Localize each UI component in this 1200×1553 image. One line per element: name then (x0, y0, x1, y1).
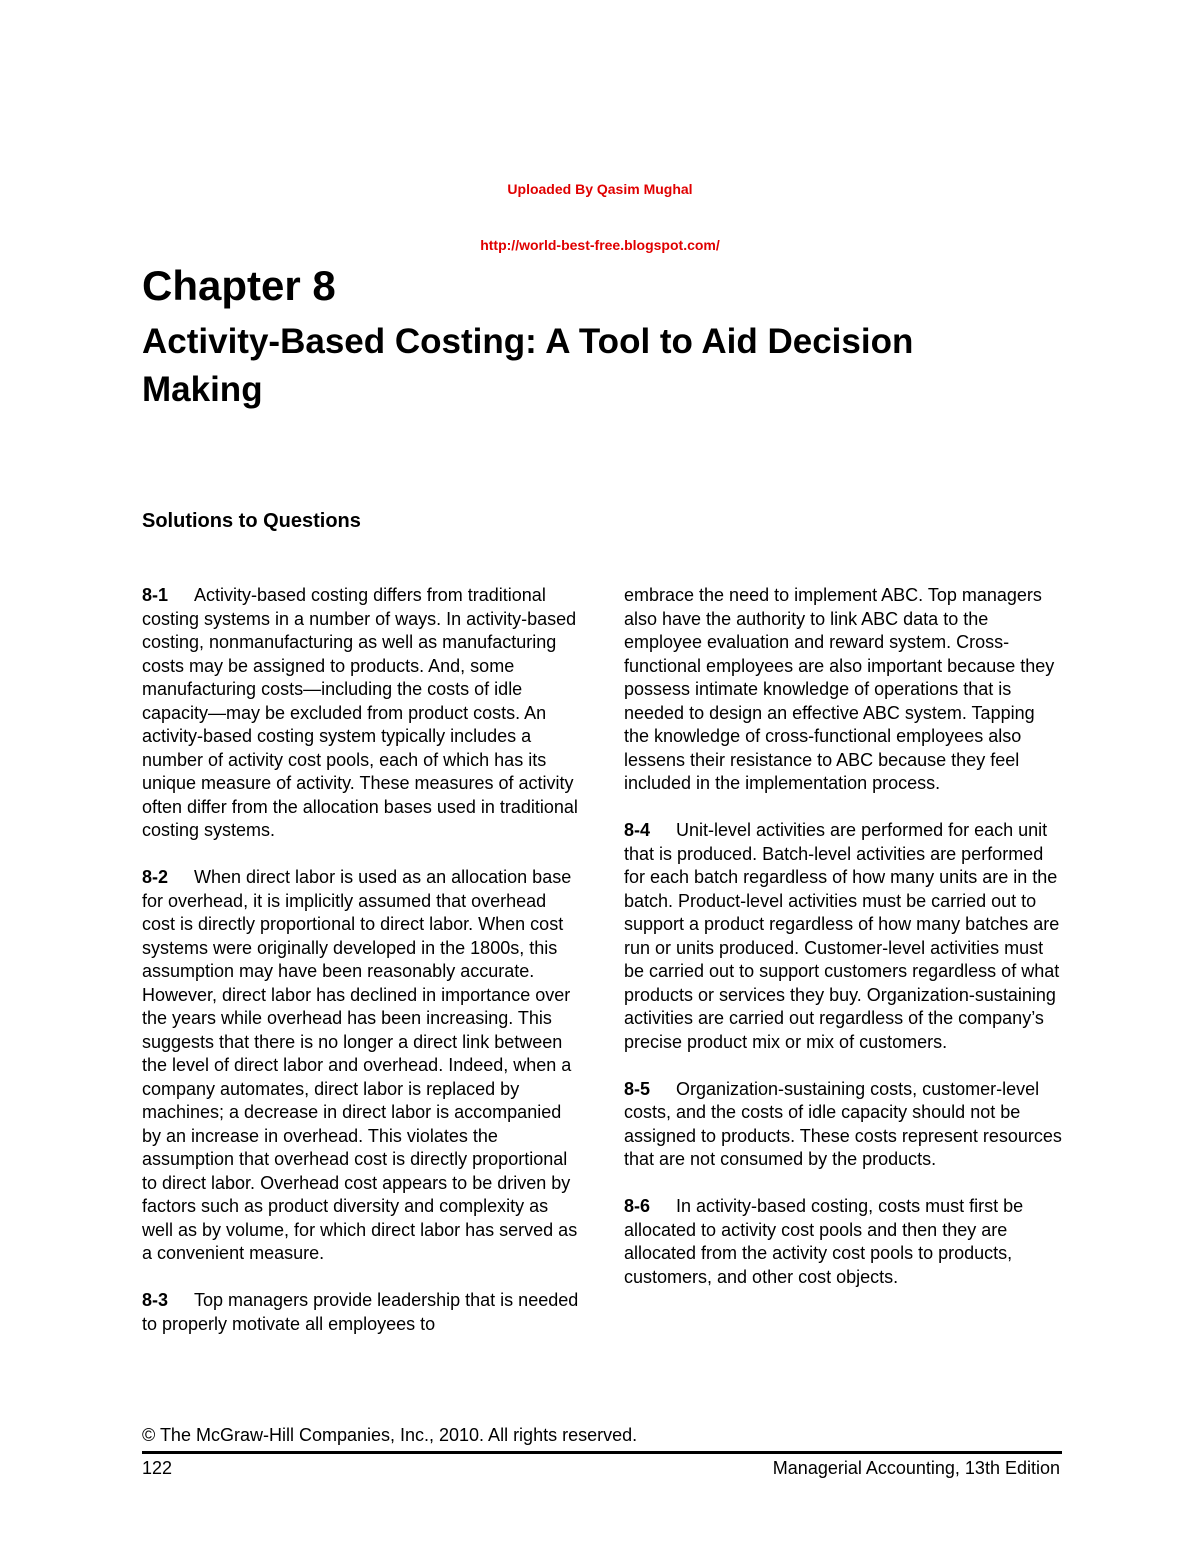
page-number: 122 (142, 1458, 173, 1478)
chapter-label: Chapter 8 (142, 262, 336, 309)
section-title: Solutions to Questions (142, 510, 361, 532)
question-text: Organization-sustaining costs, customer-level costs, and the costs of idle capacity should not be assigned to products. These costs represent resources that are not consumed by the products. (624, 1078, 1062, 1169)
question-number: 8-5 (624, 1078, 651, 1099)
question-number: 8-4 (624, 820, 651, 840)
question-text: embrace the need to implement ABC. Top managers also have the authority to link ABC data to the employee evaluation and reward system. Cross-functional employees are also important because they possess intimate knowledge of operations that is needed to design an effective ABC system. Tapping the knowledge of cross-functional employees also lessens their resistance to ABC because they feel included in the implementation process. (624, 585, 1055, 793)
question-8-6 (624, 1195, 1062, 1289)
question-8-5 (624, 1078, 1062, 1172)
question-text: Activity-based costing differs from traditional costing systems in a number of ways. In activity-based costing, nonmanufacturing as well as manufacturing costs may be assigned to products. And, some manufacturing costs—including the costs of idle capacity—may be excluded from product costs. An activity-based costing system typically includes a number of activity cost pools, each of which has its unique measure of activity. These measures of activity often differ from the allocation bases used in traditional costing systems. (142, 585, 578, 840)
question-number: 8-2 (142, 867, 169, 887)
chapter-title: Activity-Based Costing: A Tool to Aid Decision Making (142, 322, 914, 409)
question-text: When direct labor is used as an allocation base for overhead, it is implicitly assumed that overhead cost is directly proportional to direct labor. When cost systems were originally developed in the 1800s, this assumption may have been reasonably accurate. However, direct labor has declined in importance over the years while overhead has been increasing. This suggests that there is no longer a direct link between the level of direct labor and overhead. Indeed, when a company automates, direct labor is replaced by machines; a decrease in direct labor is accompanied by an increase in overhead. This violates the assumption that overhead cost is directly proportional to direct labor. Overhead cost appears to be driven by factors such as product diversity and complexity as well as by volume, for which direct labor has served as a convenient measure. (142, 867, 578, 1263)
left-column (142, 584, 582, 1360)
question-number: 8-6 (624, 1196, 651, 1216)
footer-divider (142, 1451, 1062, 1454)
uploaded-by-label: Uploaded By Qasim Mughal (507, 181, 693, 197)
right-column (624, 584, 1062, 1313)
question-number: 8-1 (142, 585, 169, 605)
question-8-3 (142, 1289, 582, 1336)
question-8-4 (624, 819, 1062, 1054)
copyright-notice: © The McGraw-Hill Companies, Inc., 2010. All rights reserved. (142, 1425, 638, 1445)
question-text: Unit-level activities are performed for each unit that is produced. Batch-level activities are performed for each batch regardless of how many units are in the batch. Product-level activities must be carried out to support a product regardless of how many batches are run or units produced. Customer-level activities must be carried out to support customers regardless of what products or services they buy. Organization-sustaining activities are carried out regardless of the company’s precise product mix or mix of customers. (624, 820, 1060, 1052)
source-url-link[interactable]: http://world-best-free.blogspot.com/ (480, 237, 720, 253)
question-text: In activity-based costing, costs must first be allocated to activity cost pools and then they are allocated from the activity cost pools to products, customers, and other cost objects. (624, 1196, 1024, 1287)
question-number: 8-3 (142, 1290, 169, 1310)
question-8-1 (142, 584, 582, 843)
question-text: Top managers provide leadership that is needed to properly motivate all employees to (142, 1290, 579, 1334)
question-8-3-continued (624, 584, 1062, 796)
question-8-2 (142, 866, 582, 1266)
book-title: Managerial Accounting, 13th Edition (772, 1458, 1060, 1478)
